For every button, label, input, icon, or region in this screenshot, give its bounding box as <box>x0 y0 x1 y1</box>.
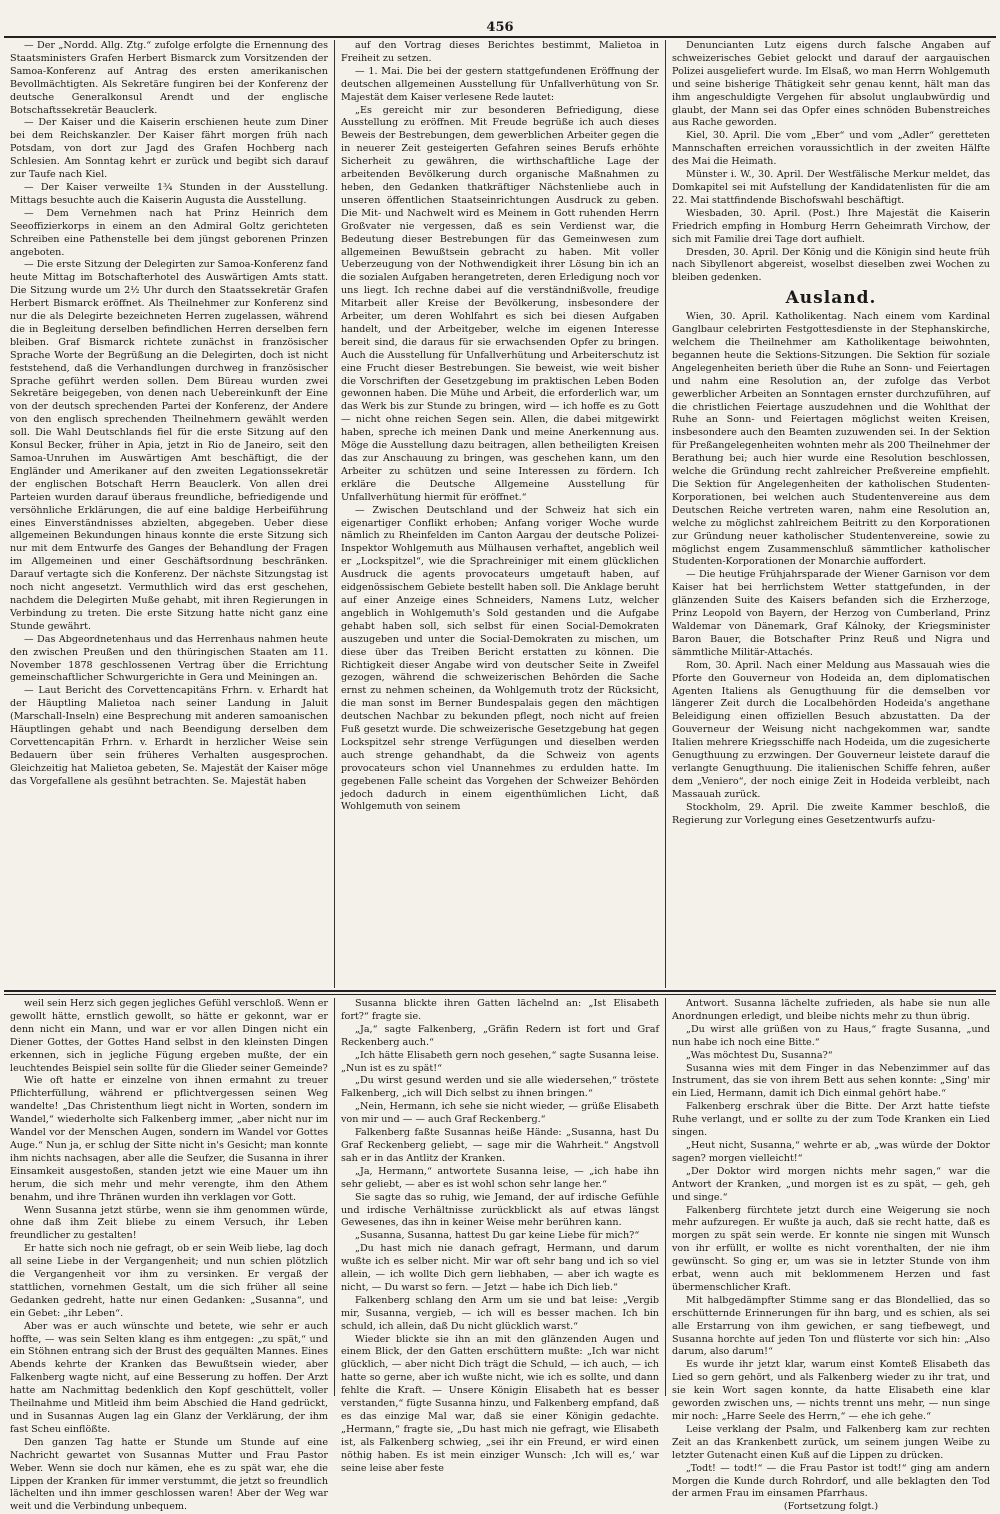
page-number: 456 <box>486 20 514 35</box>
paragraph: — Zwischen Deutschland und der Schweiz hat sich ein eigenartiger Conflikt erhoben; Anfang voriger Woche wurde nämlich zu Rheinfelden im Canton Aargau der deutsche Polizei-Inspektor Wohlgemuth aus Mülhausen verhaftet, angeblich weil er „Lockspitzel“, wie die Sprachreiniger mit einem glücklichen Ausdruck die agents provocateurs umgetauft haben, auf eidgenössischem Gebiete bestellt haben soll. Die Anklage beruht auf einer Anzeige eines Schneiders, Namens Lutz, welcher angeblich in Wohlgemuth's Sold gestanden und die Aufgabe gehabt haben soll, sich selbst für einen Social-Demokraten auszugeben und unter die Social-Demokraten zu mischen, um diese über das Treiben Bericht erstatten zu können. Die Richtigkeit dieser Angabe wird von deutscher Seite in Zweifel gezogen, während die schweizerischen Behörden die Sache ernst zu nehmen scheinen, da Wohlgemuth trotz der Rücksicht, die man sonst im Berner Bundespalais gegen den mächtigen deutschen Nachbar zu bekunden pflegt, noch nicht auf freien Fuß gesetzt wurde. Die schweizerische Gesetzgebung hat gegen Lockspitzel sehr strenge Verfügungen und dieselben werden auch strenge gehandhabt, da die Schweiz von agents provocateurs schon viel Unannehmes zu erdulden hatte. Im gegebenen Falle scheint das Vorgehen der Schweizer Behörden jedoch dadurch in einem eigenthümlichen Licht, daß Wohlgemuth von seinem <box>341 504 659 813</box>
paragraph: „Du wirst alle grüßen von zu Haus,“ fragte Susanna, „und nun habe ich noch eine Bitte.“ <box>672 1023 990 1048</box>
paragraph: Leise verklang der Psalm, und Falkenberg kam zur rechten Zeit an das Krankenbett zurück, um seinem jungen Weibe zu letzter Gutenacht einen Kuß auf die Lippen zu drücken. <box>672 1423 990 1461</box>
paragraph: „Ja, Hermann,“ antwortete Susanna leise, — „ich habe ihn sehr geliebt, — aber es ist wohl schon sehr lange her.“ <box>341 1165 659 1190</box>
continuation-note: (Fortsetzung folgt.) <box>783 1501 879 1513</box>
paragraph: Falkenberg faßte Susannas heiße Hände: „Susanna, hast Du Graf Reckenberg geliebt, — sage mir die Wahrheit.“ Angstvoll sah er in das Antlitz der Kranken. <box>341 1127 659 1164</box>
paragraph: Aber was er auch wünschte und betete, wie sehr er auch hoffte, — was sein Selten klang es ihm entgegen: „zu spät,“ und ein Stöhnen entrang sich der Brust des gequälten Mannes. Eines Abends kehrte der Kranken das Bewußtsein wieder, aber Falkenberg wagte nicht, auf eine Besserung zu hoffen. Der Arzt hatte am Nachmittag bedenklich den Kopf geschüttelt, voller Theilnahme und Mitleid ihm beim Abschied die Hand gedrückt, und in Susannas Augen lag ein Glanz der Verklärung, der ihm fast Scheu einflößte. <box>10 1320 328 1435</box>
paragraph: „Es gereicht mir zur besonderen Befriedigung, diese Ausstellung zu eröffnen. Mit Freude begrüße ich auch dieses Beweis der Bestrebungen, dem gewerblichen Arbeiter gegen die in neuerer Zeit gesteigerten Gefahren seines Berufs erhöhte Sicherheit zu gewähren, die wirthschaftliche Lage der arbeitenden Bevölkerung durch organische Maßnahmen zu heben, den Gedanken thatkräftiger Nächstenliebe auch in unseren öffentlichen Staatseinrichtungen Ausdruck zu geben. Die Mit- und Nachwelt wird es Meinem in Gott ruhenden Herrn Großvater nie vergessen, daß es sein Verdienst war, die Bedeutung dieser Bestrebungen für das Gemeinwesen zum allgemeinen Bewußtsein gebracht zu haben. Mit voller Ueberzeugung von der Nothwendigkeit ihrer Lösung bin ich an die sozialen Aufgaben herangetreten, deren Erledigung noch vor uns liegt. Ich rechne dabei auf die verständnißvolle, freudige Mitarbeit aller Kreise der Bevölkerung, insbesondere der Arbeiter, um deren Wohlfahrt es sich bei diesen Aufgaben handelt, und der Arbeitgeber, welche im eigenen Interesse bereit sind, die daraus für sie erwachsenden Opfer zu bringen. Auch die Ausstellung für Unfallverhütung und Arbeiterschutz ist eine Frucht dieser Bestrebungen. Sie beweist, wie weit bisher die Vorschriften der Gesetzgebung im praktischen Leben Boden gewonnen haben. Die Mühe und Arbeit, die erforderlich war, um das Werk bis zur Stunde zu bringen, wird — ich hoffe es zu Gott — nicht ohne reichen Segen sein. Allen, die dabei mitgewirkt haben, spreche ich meinen Dank und meine Anerkennung aus. Möge die Ausstellung dazu beitragen, allen betheiligten Kreisen das zur Anschauung zu bringen, was geschehen kann, um den Arbeiter zu schützen und seine Interessen zu fördern. Ich erkläre die Deutsche Allgemeine Ausstellung für Unfallverhütung hiermit für eröffnet.“ <box>341 104 659 503</box>
feuilleton-section <box>4 998 996 1513</box>
paragraph: „Der Doktor wird morgen nichts mehr sagen,“ war die Antwort der Kranken, „und morgen ist es zu spät, — geh, geh und singe.“ <box>672 1165 990 1203</box>
paragraph: „Du hast mich nie danach gefragt, Hermann, und darum wußte ich es selber nicht. Mir war oft sehr bang und ich so viel allein, — ich wollte Dich gern liebhaben, — aber ich wagte es nicht, — Du warst so fern. — Jetzt — habe ich Dich lieb.“ <box>341 1243 659 1293</box>
paragraph: Rom, 30. April. Nach einer Meldung aus Massauah wies die Pforte den Gouverneur von Hodeida an, dem diplomatischen Agenten Italiens als Genugthuung für die demselben vor längerer Zeit durch die Localbehörden Hodeida's angethane Beleidigung einen offiziellen Besuch abzustatten. Da der Gouverneur der Weisung nicht nachgekommen war, sandte Italien mehrere Kriegsschiffe nach Hodeida, um die zugesicherte Genugthuung zu erzwingen. Der Gouverneur leistete darauf die verlangte Genugthuung. Die italienischen Schiffe fehren, außer dem „Veniero“, der noch einige Zeit in Hodeida verbleibt, nach Massauah zurück. <box>672 659 990 800</box>
paragraph: Falkenberg schlang den Arm um sie und bat leise: „Vergib mir, Susanna, vergieb, — ich will es besser machen. Ich bin schuld, ich allein, daß Du nicht glücklich warst.“ <box>341 1294 659 1332</box>
paragraph: — Das Abgeordnetenhaus und das Herrenhaus nahmen heute den zwischen Preußen und den thüringischen Staaten am 11. November 1878 geschlossenen Vertrag über die Errichtung gemeinschaftlicher Schwurgerichte in Gera und Meiningen an. <box>10 633 328 684</box>
paragraph: Wien, 30. April. Katholikentag. Nach einem vom Kardinal Ganglbaur celebrirten Festgottesdienste in der Stephanskirche, welchem die Theilnehmer am Katholikentage beiwohnten, begannen heute die Sektions-Sitzungen. Die Sektion für soziale Angelegenheiten berieth über die Ruhe an Sonn- und Feiertagen und nahm eine Resolution an, der zufolge das Verbot gewerblicher Arbeiten an Sonntagen ernster durchzuführen, auf die christlichen Feiertage auszudehnen und die Wohlthat der Ruhe an Sonn- und Feiertagen möglichst weiten Kreisen, insbesondere auch den Beamten zuzuwenden sei. In der Sektion für Preßangelegenheiten wohnten mehr als 200 Theilnehmer der Berathung bei; auch hier wurde eine Resolution beschlossen, welche die Gründung recht zahlreicher Preßvereine empfiehlt. Die Sektion für Angelegenheiten der katholischen Studenten-Korporationen, bei welchen auch Studentenvereine aus dem Deutschen Reiche vertreten waren, nahm eine Resolution an, welche zu möglichst zahlreichem Beitritt zu den Korporationen zur Gründung neuer katholischer Studentenvereine, sowie zu möglichst engem Zusammenschluß sämmtlicher katholischer Studenten-Korporationen der Monarchie auffordert. <box>672 311 990 568</box>
story-column-2 <box>334 998 665 1474</box>
news-column-1 <box>4 40 334 988</box>
paragraph: Wenn Susanna jetzt stürbe, wenn sie ihm genommen würde, ohne daß ihm Zeit bliebe zu einem Versuch, ihr Leben freundlicher zu gestalten! <box>10 1204 328 1242</box>
paragraph: — Die erste Sitzung der Delegirten zur Samoa-Konferenz fand heute Mittag im Botschafterhotel des Auswärtigen Amts statt. Die Sitzung wurde um 2½ Uhr durch den Staatssekretär Grafen Herbert Bismarck eröffnet. Als Theilnehmer zur Konferenz sind nur die als Delegirte bezeichneten Herren zugelassen, während die in Begleitung derselben befindlichen Herren derselben fern bleiben. Graf Bismarck richtete zunächst in französischer Sprache Worte der Begrüßung an die Delegirten, doch ist nicht feststehend, daß die Verhandlungen durchweg in französischer Sprache geführt werden sollen. Dem Büreau wurden zwei Sekretäre beigegeben, von denen nach Uebereinkunft der Eine von der deutsch sprechenden Partei der Konferenz, der Andere von den englisch sprechenden Theilnehmern gewählt werden soll. Die Wahl Deutschlands fiel für die erste Sitzung auf den Konsul Becker, früher in Apia, jetzt in Rio de Janeiro, seit den Samoa-Unruhen im Auswärtigen Amt beschäftigt, die der Engländer und Amerikaner auf den zweiten Legationssekretär der englischen Botschaft Herrn Beauclerk. Von allen drei Parteien wurden darauf überaus freundliche, befriedigende und versöhnliche Erklärungen, die auf eine baldige Herbeiführung eines Einverständnisses abzielten, abgegeben. Ueber diese allgemeinen Bekundungen hinaus konnte die erste Sitzung sich nur mit dem Entwurfe des Ganges der Behandlung der Fragen im Allgemeinen und einer Geschäftsordnung beschränken. Darauf vertagte sich die Konferenz. Der nächste Sitzungstag ist noch nicht angesetzt. Vermuthlich wird das erst geschehen, nachdem die Delegirten Muße gehabt, mit ihren Regierungen in Verbindung zu treten. Die erste Sitzung hatte nicht ganz eine Stunde gewährt. <box>10 259 328 632</box>
paragraph: — Die heutige Frühjahrsparade der Wiener Garnison vor dem Kaiser hat bei herrlichstem Wetter stattgefunden, in der glänzenden Suite des Kaisers befanden sich die Erzherzoge, Prinz Leopold von Bayern, der Herzog von Cumberland, Prinz Waldemar von Dänemark, Graf Kálnoky, der Kriegsminister Baron Bauer, die Botschafter Prinz Reuß und Nigra und sämmtliche Militär-Attachés. <box>672 569 990 658</box>
paragraph: Stockholm, 29. April. Die zweite Kammer beschloß, die Regierung zur Vorlegung eines Gesetzentwurfs aufzu- <box>672 801 990 826</box>
news-section <box>4 40 996 988</box>
paragraph: Susanna wies mit dem Finger in das Nebenzimmer auf das Instrument, das sie von ihrem Bett aus sehen konnte: „Sing' mir ein Lied, Hermann, damit ich Dich einmal gehört habe.“ <box>672 1062 990 1100</box>
paragraph: — 1. Mai. Die bei der gestern stattgefundenen Eröffnung der deutschen allgemeinen Ausstellung für Unfallverhütung von Sr. Majestät dem Kaiser verlesene Rede lautet: <box>341 65 659 103</box>
news-column-2 <box>334 40 665 988</box>
paragraph: „Was möchtest Du, Susanna?“ <box>686 1049 833 1061</box>
paragraph: — Dem Vernehmen nach hat Prinz Heinrich dem Seeoffizierkorps in einem an den Admiral Goltz gerichteten Schreiben eine Pathenstelle bei dem jüngst geborenen Prinzen angeboten. <box>10 207 328 258</box>
paragraph: — Der Kaiser verweilte 1¾ Stunden in der Ausstellung. Mittags besuchte auch die Kaiserin Augusta die Ausstellung. <box>10 181 328 206</box>
paragraph: Dresden, 30. April. Der König und die Königin sind heute früh nach Sibyllenort abgereist, woselbst dieselben zwei Wochen zu bleiben gedenken. <box>672 246 990 284</box>
paragraph: Sie sagte das so ruhig, wie Jemand, der auf irdische Gefühle und irdische Verhältnisse zurückblickt als auf etwas längst Gewesenes, das ihn in keiner Weise mehr berühren kann. <box>341 1191 659 1229</box>
feuilleton-divider <box>4 990 996 995</box>
paragraph: Den ganzen Tag hatte er Stunde um Stunde auf eine Nachricht gewartet von Susannas Mutter und Frau Pastor Weber. Wenn sie doch nur kämen, ehe es zu spät war, ehe die Lippen der Kranken für immer verstummt, die jetzt so freundlich lächelten und ihn immer geschlossen waren! Aber der Weg war weit und die Verbindung unbequem. <box>10 1436 328 1513</box>
paragraph: Antwort. Susanna lächelte zufrieden, als habe sie nun alle Anordnungen erledigt, und bleibe nichts mehr zu thun übrig. <box>672 998 990 1022</box>
paragraph: Susanna blickte ihren Gatten lächelnd an: „Ist Elisabeth fort?“ fragte sie. <box>341 998 659 1022</box>
paragraph: „Heut nicht, Susanna,“ wehrte er ab, „was würde der Doktor sagen? morgen vielleicht!“ <box>672 1139 990 1164</box>
top-rule <box>4 36 996 38</box>
paragraph: — Laut Bericht des Corvettencapitäns Frhrn. v. Erhardt hat der Häuptling Malietoa nach seiner Landung in Jaluit (Marschall-Inseln) eine Besprechung mit anderen samoanischen Häuptlingen gehabt und nach Beendigung derselben dem Corvettencapitän Frhrn. v. Erhardt in herzlicher Weise sein Bedauern über sein früheres Verhalten ausgesprochen. Gleichzeitig hat Malietoa gebeten, Se. Majestät der Kaiser möge das Vorgefallene als gesühnt betrachten. Se. Majestät haben <box>10 685 328 787</box>
news-column-3 <box>665 40 996 988</box>
paragraph: Münster i. W., 30. April. Der Westfälische Merkur meldet, das Domkapitel sei mit Aufstellung der Kandidatenlisten für die am 22. Mai stattfindende Bischofswahl beschäftigt. <box>672 169 990 206</box>
paragraph: „Todt! — todt!“ — die Frau Pastor ist todt!“ ging am andern Morgen die Kunde durch Rohrdorf, und alle beklagten den Tod der armen Frau im einsamen Pfarrhaus. <box>672 1462 990 1500</box>
paragraph: Wie oft hatte er einzelne von ihnen ermahnt zu treuer Pflichterfüllung, während er pflichtvergessen seinen Weg wandelte! „Das Christenthum liegt nicht in Worten, sondern im Wandel,“ wiederholte sich Falkenberg immer, „aber nicht nur im Wandel vor der Menschen Augen, sondern im Wandel vor Gottes Auge.“ Nun ja, er schlug der Sitte nicht in's Gesicht; man konnte ihm nichts nachsagen, aber alle die Seufzer, die Susanna in ihrer Einsamkeit ausgestoßen, standen jetzt wie eine Mauer um ihn herum, die sich mehr und mehr verengte, ihm den Athem benahm, und ihre Thränen wurden ihn verklagen vor Gott. <box>10 1075 328 1203</box>
paragraph: Denuncianten Lutz eigens durch falsche Angaben auf schweizerisches Gebiet gelockt und darauf der aargauischen Polizei ausgeliefert wurde. Im Elsaß, wo man Herrn Wohlgemuth und seine bisherige Thätigkeit sehr genau kennt, hält man das ihm angeschuldigte Vergehen für absolut unglaubwürdig und glaubt, der Mann sei das Opfer eines schnöden Bubenstreiches aus Rache geworden. <box>672 40 990 129</box>
paragraph: Er hatte sich noch nie gefragt, ob er sein Weib liebe, lag doch all seine Liebe in der Vergangenheit; und nun schien plötzlich die Vergangenheit vor ihm zu versinken. Er vergaß der stattlichen, vornehmen Gestalt, um die sich früher all seine Gedanken gedreht, hatte nur einen Gedanken: „Susanna“, und ein Gebet: „ihr Leben“. <box>10 1243 328 1319</box>
paragraph: Es wurde ihr jetzt klar, warum einst Komteß Elisabeth das Lied so gern gehört, und als Falkenberg wieder zu ihr trat, und sie kein Wort sagen konnte, da hatte Elisabeth eine klar geworden zwischen uns, — nichts trennt uns mehr, — nun singe mir noch: „Harre Seele des Herrn,“ — ehe ich gehe.“ <box>672 1359 990 1422</box>
paragraph: — Der „Nordd. Allg. Ztg.“ zufolge erfolgte die Ernennung des Staatsministers Grafen Herbert Bismarck zum Vorsitzenden der Samoa-Konferenz auf Antrag des ersten amerikanischen Bevollmächtigten. Als Sekretäre fungiren bei der Konferenz der deutsche Generalkonsul Arendt und der englische Botschaftssekretär Beauclerk. <box>10 40 328 116</box>
paragraph: „Du wirst gesund werden und sie alle wiedersehen,“ tröstete Falkenberg, „ich will Dich selbst zu ihnen bringen.“ <box>341 1075 659 1100</box>
section-heading-ausland: Ausland. <box>785 288 877 309</box>
paragraph: Wiesbaden, 30. April. (Post.) Ihre Majestät die Kaiserin Friedrich empfing in Homburg Herrn Geheimrath Virchow, der sich mit Familie drei Tage dort aufhielt. <box>672 207 990 245</box>
paragraph: Wieder blickte sie ihn an mit den glänzenden Augen und einem Blick, der den Gatten erschüttern mußte: „Ich war nicht glücklich, — aber nicht Dich trägt die Schuld, — ich auch, — ich hatte so gerne, aber ich wußte nicht, wie ich es sollte, und dann fehlte die Kraft. — Unsere Königin Elisabeth hat es besser verstanden,“ fügte Susanna hinzu, und Falkenberg empfand, daß es das einzige Mal war, daß sie einer Königin gedachte. „Hermann,“ fragte sie, „Du hast mich nie gefragt, wie Elisabeth ist, als Falkenberg schwieg, „sei ihr ein Freund, er wird einen nöthig haben. Es ist mein einziger Wunsch: ,Ich will es,‘ war seine leise aber feste <box>341 1333 659 1474</box>
paragraph: auf den Vortrag dieses Berichtes bestimmt, Malietoa in Freiheit zu setzen. <box>341 40 659 64</box>
paragraph: Mit halbgedämpfter Stimme sang er das Blondellied, das so erschütternde Erinnerungen für ihn barg, und es schien, als sei alle Erstarrung von ihm gewichen, er sang tiefbewegt, und Susanna horchte auf jeden Ton und flüsterte vor sich hin: „Also darum, also darum!“ <box>672 1294 990 1358</box>
story-column-3 <box>665 998 996 1513</box>
paragraph: „Ja,“ sagte Falkenberg, „Gräfin Redern ist fort und Graf Reckenberg auch.“ <box>341 1023 659 1048</box>
paragraph: Falkenberg erschrak über die Bitte. Der Arzt hatte tiefste Ruhe verlangt, und er sollte zu der zum Tode Kranken ein Lied singen. <box>672 1101 990 1139</box>
paragraph: weil sein Herz sich gegen jegliches Gefühl verschloß. Wenn er gewollt hätte, ernstlich gewollt, so hätte er gekonnt, war er denn nicht ein Mann, und war er vor allen Dingen nicht ein Diener Gottes, der Gottes Hand selbst in den kleinsten Dingen erkennen, sich in jegliche Fügung ergeben mußte, der ein leuchtendes Beispiel sein sollte für die Glieder seiner Gemeinde? <box>10 998 328 1074</box>
paragraph: „Nein, Hermann, ich sehe sie nicht wieder, — grüße Elisabeth von mir und — — auch Graf Reckenberg.“ <box>341 1101 659 1126</box>
paragraph: „Susanna, Susanna, hattest Du gar keine Liebe für mich?“ <box>355 1230 640 1242</box>
story-column-1 <box>4 998 334 1513</box>
paragraph: „Ich hätte Elisabeth gern noch gesehen,“ sagte Susanna leise. „Nun ist es zu spät!“ <box>341 1049 659 1074</box>
paragraph: Falkenberg fürchtete jetzt durch eine Weigerung sie noch mehr aufzuregen. Er wußte ja auch, daß sie recht hatte, daß es morgen zu spät sein werde. Er konnte nie singen mit Wunsch von ihr erfüllt, er wollte es nicht vorenthalten, der nie ihm gewünscht. So ging er, um was sie in letzter Stunde von ihm erbat, wenn auch mit beklommenem Herzen und fast übermenschlicher Kraft. <box>672 1204 990 1293</box>
paragraph: Kiel, 30. April. Die vom „Eber“ und vom „Adler“ geretteten Mannschaften erreichen voraussichtlich in der zweiten Hälfte des Mai die Heimath. <box>672 130 990 168</box>
paragraph: — Der Kaiser und die Kaiserin erschienen heute zum Diner bei dem Reichskanzler. Der Kaiser fährt morgen früh nach Potsdam, von dort zur Jagd des Grafen Hochberg nach Schlesien. Am Sonntag kehrt er zurück und begibt sich darauf zur Taufe nach Kiel. <box>10 117 328 181</box>
